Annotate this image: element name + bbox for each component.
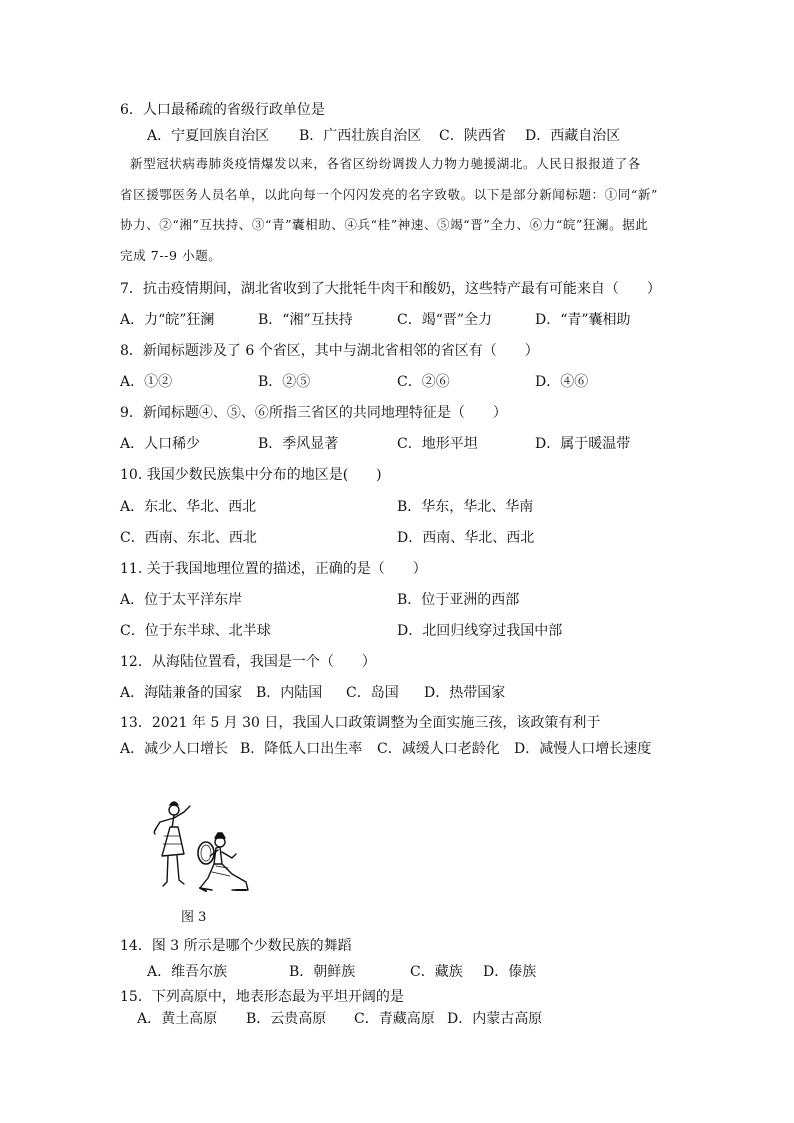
question-10-stem: 10. 我国少数民族集中分布的地区是( ): [120, 467, 382, 483]
question-7-option-b: B．“湘”互扶持: [258, 312, 353, 328]
question-12-option-d: D．热带国家: [424, 685, 506, 701]
question-15-option-c: C．青藏高原: [354, 1011, 435, 1027]
question-15-option-d: D．内蒙古高原: [447, 1011, 543, 1027]
question-15-option-a: A．黄土高原: [137, 1011, 218, 1027]
question-6-option-d: D．西藏自治区: [525, 128, 621, 144]
question-9-stem: 9．新闻标题④、⑤、⑥所指三省区的共同地理特征是（ ）: [120, 405, 507, 421]
question-14-option-b: B．朝鲜族: [289, 964, 356, 980]
uyghur-dance-illustration-icon: [150, 796, 258, 900]
question-6-option-c: C．陕西省: [439, 128, 506, 144]
question-9-option-c: C．地形平坦: [397, 436, 478, 452]
question-10-option-d: D．西南、华北、西北: [397, 530, 535, 546]
passage-line-3: 协力、②“湘”互扶持、③“青”囊相助、④兵“桂”神速、⑤竭“晋”全力、⑥力“皖”狂澜。据此: [120, 217, 649, 232]
question-15-stem: 15．下列高原中，地表形态最为平坦开阔的是: [120, 989, 404, 1005]
question-6-option-b: B．广西壮族自治区: [299, 128, 422, 144]
question-8-option-c: C．②⑥: [397, 374, 450, 390]
question-7-option-c: C．竭“晋”全力: [397, 312, 493, 328]
figure-3-dance-illustration: [150, 796, 258, 900]
question-8-option-a: A．①②: [120, 374, 173, 390]
question-14-option-d: D．傣族: [483, 964, 537, 980]
question-8-option-d: D．④⑥: [535, 374, 589, 390]
question-13-option-d: D．减慢人口增长速度: [514, 741, 652, 757]
question-13-option-c: C．减缓人口老龄化: [377, 741, 500, 757]
question-14-stem: 14．图 3 所示是哪个少数民族的舞蹈: [120, 938, 352, 954]
question-9-option-b: B．季风显著: [258, 436, 339, 452]
question-8-stem: 8．新闻标题涉及了 6 个省区，其中与湖北省相邻的省区有（ ）: [120, 343, 539, 359]
question-12-option-c: C．岛国: [346, 685, 399, 701]
question-14-option-a: A．维吾尔族: [147, 964, 228, 980]
question-15-option-b: B．云贵高原: [246, 1011, 327, 1027]
question-8-option-b: B．②⑤: [258, 374, 311, 390]
question-12-option-a: A．海陆兼备的国家: [120, 685, 243, 701]
question-6-option-a: A．宁夏回族自治区: [147, 128, 270, 144]
passage-line-4: 完成 7--9 小题。: [120, 248, 222, 263]
question-9-option-d: D．属于暖温带: [535, 436, 631, 452]
question-10-option-a: A．东北、华北、西北: [120, 499, 257, 515]
question-11-option-d: D．北回归线穿过我国中部: [397, 623, 563, 639]
question-14-option-c: C．藏族: [410, 964, 463, 980]
question-13-option-b: B．降低人口出生率: [240, 741, 363, 757]
question-11-option-c: C．位于东半球、北半球: [120, 623, 271, 639]
question-12-option-b: B．内陆国: [256, 685, 323, 701]
question-10-option-c: C．西南、东北、西北: [120, 530, 257, 546]
passage-line-2: 省区援鄂医务人员名单，以此向每一个闪闪发亮的名字致敬。以下是部分新闻标题：①同“新”: [120, 187, 658, 202]
question-11-stem: 11. 关于我国地理位置的描述，正确的是（ ）: [120, 561, 427, 577]
question-9-option-a: A．人口稀少: [120, 436, 201, 452]
question-7-option-a: A．力“皖”狂澜: [120, 312, 215, 328]
question-12-stem: 12．从海陆位置看，我国是一个（ ）: [120, 654, 376, 670]
question-7-option-d: D．“青”囊相助: [535, 312, 631, 328]
question-10-option-b: B．华东，华北、华南: [397, 499, 534, 515]
question-13-stem: 13．2021 年 5 月 30 日，我国人口政策调整为全面实施三孩，该政策有利于: [120, 715, 601, 731]
question-6-stem: 6．人口最稀疏的省级行政单位是: [120, 102, 325, 118]
question-13-option-a: A．减少人口增长: [120, 741, 229, 757]
passage-line-1: 新型冠状病毒肺炎疫情爆发以来，各省区纷纷调拨人力物力驰援湖北。人民日报报道了各: [130, 156, 641, 171]
figure-3-caption: 图 3: [181, 910, 207, 925]
question-11-option-a: A．位于太平洋东岸: [120, 592, 243, 608]
question-11-option-b: B．位于亚洲的西部: [397, 592, 520, 608]
question-7-stem: 7．抗击疫情期间，湖北省收到了大批牦牛肉干和酸奶，这些特产最有可能来自（ ）: [120, 281, 661, 297]
